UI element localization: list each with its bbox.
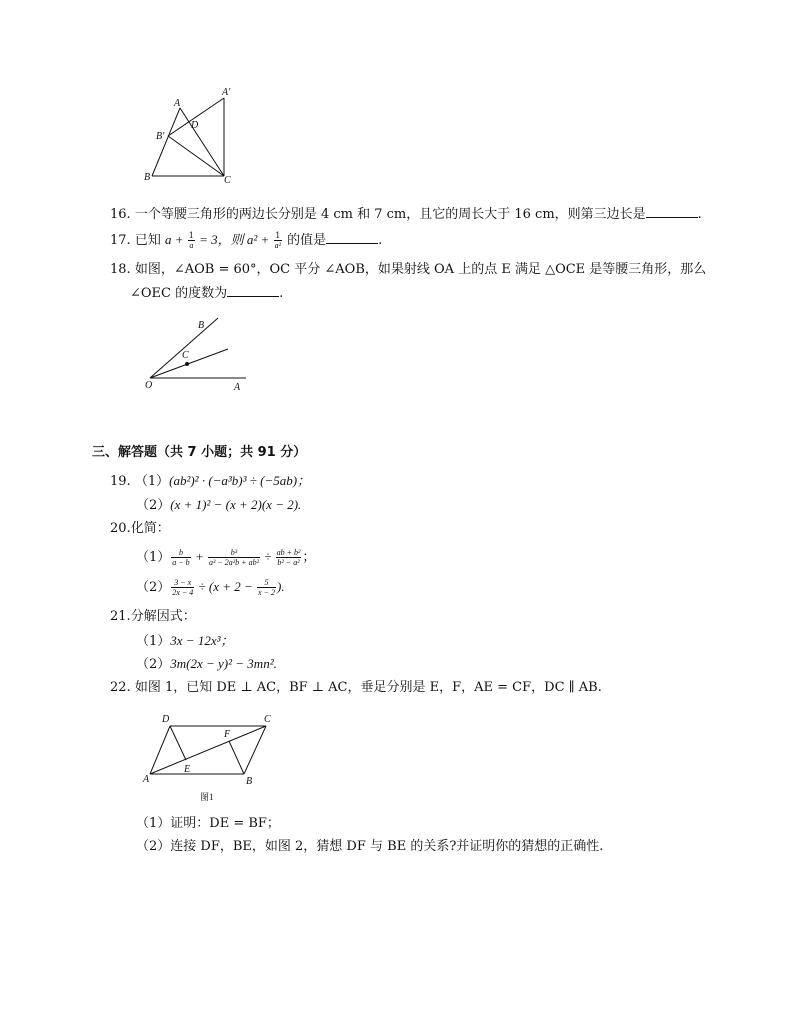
q22-p1-label: （1）	[136, 816, 171, 831]
q17-end: .	[378, 233, 383, 248]
q17-answer-blank[interactable]	[326, 231, 378, 244]
q16-number: 16.	[110, 207, 131, 222]
q17-plus: +	[171, 232, 187, 247]
q20-p2-end: ).	[276, 579, 285, 594]
q18-answer-blank[interactable]	[227, 284, 279, 297]
question-16	[110, 205, 702, 224]
q17-frac1-den: a	[189, 241, 194, 250]
figure-q15-triangles	[138, 84, 248, 186]
question-19-part2	[136, 496, 301, 515]
q18-number: 18.	[110, 262, 131, 277]
fig22-caption: 图1	[200, 792, 214, 802]
q20-p1-frac2-num: b³	[208, 548, 260, 558]
question-21-title	[110, 608, 196, 626]
fig15-label-c: C	[224, 175, 231, 186]
q20-p2-label: （2）	[136, 580, 171, 595]
question-22	[110, 679, 602, 697]
q17-suffix: 的值是	[287, 233, 327, 248]
q20-p1-frac2-den: a³ − 2a²b + ab²	[208, 558, 259, 567]
q22-p2-label: （2）	[136, 839, 171, 854]
q20-p1-plus: +	[191, 549, 207, 564]
q17-number: 17.	[110, 233, 131, 248]
fig15-label-d: D	[191, 120, 199, 131]
q18-text-line1: 如图，∠AOB = 60°，OC 平分 ∠AOB，如果射线 OA 上的点 E 满足 △OCE 是等腰三角形，那么	[134, 262, 707, 277]
fig22-label-a: A	[143, 774, 150, 785]
fig22-label-e: E	[184, 764, 191, 775]
q20-p2-frac1	[171, 578, 194, 597]
q21-title: 分解因式：	[130, 609, 196, 624]
q21-p1-expr: 3x − 12x³；	[170, 633, 234, 648]
q20-p2-frac1-num: 3 − x	[171, 578, 194, 588]
q20-p1-div: ÷	[260, 549, 275, 564]
q17-equals: = 3，则	[195, 232, 247, 247]
q19-p1-expr: (ab²)² · (−a³b)³ ÷ (−5ab)；	[169, 473, 311, 488]
q19-p1-label: （1）	[134, 474, 170, 489]
fig18-label-a: A	[234, 382, 241, 393]
q19-p2-label: （2）	[136, 498, 171, 513]
q17-prefix: 已知	[134, 233, 161, 248]
fig15-label-b: B	[144, 172, 151, 183]
fig22-label-b: B	[246, 776, 253, 787]
q19-number: 19.	[110, 474, 131, 489]
q17-frac1-num: 1	[188, 231, 194, 240]
q21-p2-label: （2）	[136, 657, 171, 672]
q20-p2-frac1-den: 2x − 4	[172, 588, 194, 597]
q20-p2-div: ÷	[195, 579, 209, 594]
q20-p1-frac2	[208, 548, 260, 567]
q20-p1-frac3-den: b² − a²	[277, 558, 300, 567]
q22-number: 22.	[110, 680, 131, 695]
q20-p1-frac3-num: ab + b²	[276, 548, 301, 557]
fig22-label-f: F	[224, 729, 231, 740]
q20-p1-frac3	[276, 548, 302, 567]
fig22-label-d: D	[162, 714, 170, 725]
q17-var-a: a	[164, 232, 172, 247]
fig15-label-a-prime: A'	[222, 87, 231, 98]
q20-p2-frac2-num: 5	[257, 578, 276, 588]
q18-end: .	[279, 286, 284, 301]
q22-text: 如图 1，已知 DE ⊥ AC，BF ⊥ AC，垂足分别是 E，F，AE = CF，DC ∥ AB.	[134, 680, 602, 695]
q20-p1-frac1	[171, 548, 190, 567]
q20-p2-mid: (x + 2 −	[208, 579, 257, 594]
question-19-part1	[110, 472, 310, 491]
q16-end: .	[697, 207, 702, 222]
figure-q18-angle	[140, 314, 252, 394]
fig22-label-c: C	[264, 714, 271, 725]
question-18-line2	[130, 284, 283, 303]
q16-answer-blank[interactable]	[646, 205, 698, 218]
q21-p1-label: （1）	[136, 634, 171, 649]
figure-q22-parallelogram	[140, 708, 280, 808]
question-18-line1	[110, 261, 706, 279]
q22-p2-text: 连接 DF，BE，如图 2，猜想 DF 与 BE 的关系?并证明你的猜想的正确性.	[170, 839, 604, 854]
q22-p1-text: 证明：DE = BF；	[170, 816, 280, 831]
q18-text-line2: ∠OEC 的度数为	[130, 286, 228, 301]
fig15-label-a: A	[174, 98, 181, 109]
q17-fraction-1-over-a2	[274, 231, 282, 250]
q17-frac2-num: 1	[275, 231, 281, 240]
question-20-part1	[136, 544, 315, 570]
q19-p2-expr: (x + 1)² − (x + 2)(x − 2).	[170, 497, 302, 512]
q17-frac2-den: a²	[274, 241, 281, 250]
fig18-label-b: B	[198, 320, 205, 331]
q21-number: 21.	[110, 609, 131, 624]
fig18-label-c: C	[182, 350, 189, 361]
question-22-part2	[136, 838, 603, 856]
q20-p1-frac1-den: a − b	[172, 558, 190, 567]
q20-title: 化简：	[130, 521, 170, 536]
q20-p1-label: （1）	[136, 550, 171, 565]
q20-p1-end: ；	[302, 550, 316, 565]
q20-p2-frac2	[257, 578, 276, 597]
q21-p2-expr: 3m(2x − y)² − 3mn².	[170, 656, 277, 671]
question-20-part2	[136, 574, 285, 600]
q20-p1-frac1-num: b	[171, 548, 190, 558]
q20-p2-frac2-den: x − 2	[258, 588, 275, 597]
q20-number: 20.	[110, 521, 131, 536]
question-22-part1	[136, 815, 280, 833]
q17-fraction-1-over-a	[188, 231, 195, 250]
q17-a-squared: a² +	[246, 232, 273, 247]
fig18-label-o: O	[145, 380, 153, 391]
section-3-title: 三、解答题（共 7 小题；共 91 分）	[92, 445, 307, 460]
question-17	[110, 231, 382, 250]
q16-text: 一个等腰三角形的两边长分别是 4 cm 和 7 cm，且它的周长大于 16 cm，则第三边长是	[134, 207, 646, 222]
question-21-part2	[136, 655, 277, 674]
fig15-label-b-prime: B'	[156, 131, 165, 142]
question-21-part1	[136, 632, 234, 651]
question-20-title	[110, 520, 170, 538]
